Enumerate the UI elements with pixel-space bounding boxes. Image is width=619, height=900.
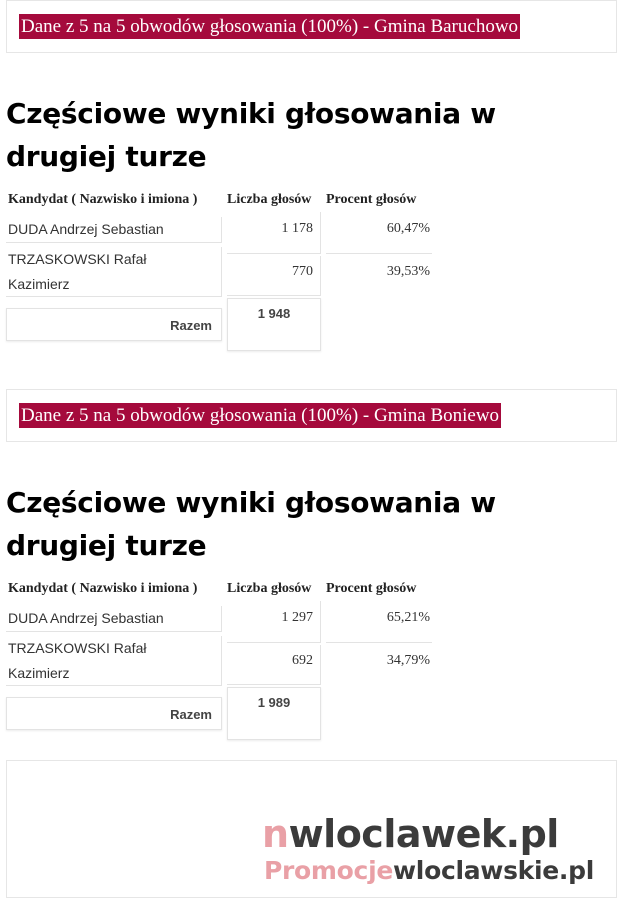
candidate-percent: 39,53% [386,264,430,279]
col-header-votes: Liczba głosów [227,192,312,207]
col-header-votes: Liczba głosów [227,581,312,596]
watermark-line1 [262,812,559,856]
watermark-line2-accent: Promocje [264,856,393,885]
candidate-percent: 60,47% [326,212,432,254]
candidate-name: DUDA Andrzej Sebastian [6,606,222,632]
candidate-votes: 770 [227,256,321,296]
candidate-percent: 34,79% [386,653,430,668]
candidate-name: DUDA Andrzej Sebastian [6,217,222,243]
candidate-name-line1: TRZASKOWSKI Rafał [8,251,147,267]
total-votes: 1 948 [227,298,321,351]
candidate-name-line2: Kazimierz [8,276,70,292]
col-header-percent: Procent głosów [326,581,417,596]
watermark-line1-accent: n [262,812,289,856]
candidate-name-line1: TRZASKOWSKI Rafał [8,640,147,656]
section-heading: Częściowe wyniki głosowania w drugiej turze [6,486,496,562]
candidate-name [6,247,222,297]
candidate-votes: 692 [227,645,321,685]
watermark-line1-rest: wloclawek.pl [288,812,559,856]
candidate-name-line2: Kazimierz [8,665,70,681]
total-label: Razem [6,308,222,341]
watermark-line2 [264,856,594,886]
section-heading: Częściowe wyniki głosowania w drugiej turze [6,97,496,173]
candidate-percent: 65,21% [326,601,432,643]
watermark-line2-rest: wloclawskie.pl [393,856,594,885]
total-votes: 1 989 [227,687,321,740]
area-banner: Dane z 5 na 5 obwodów głosowania (100%) - Gmina Boniewo [21,405,500,426]
total-label: Razem [6,697,222,730]
candidate-name [6,636,222,686]
candidate-votes: 1 297 [227,601,321,643]
col-header-percent: Procent głosów [326,192,417,207]
area-banner: Dane z 5 na 5 obwodów głosowania (100%) - Gmina Baruchowo [21,16,519,37]
watermark-logo [262,812,594,885]
col-header-candidate: Kandydat ( Nazwisko i imiona ) [8,581,198,596]
candidate-votes: 1 178 [227,212,321,254]
col-header-candidate: Kandydat ( Nazwisko i imiona ) [8,192,198,207]
